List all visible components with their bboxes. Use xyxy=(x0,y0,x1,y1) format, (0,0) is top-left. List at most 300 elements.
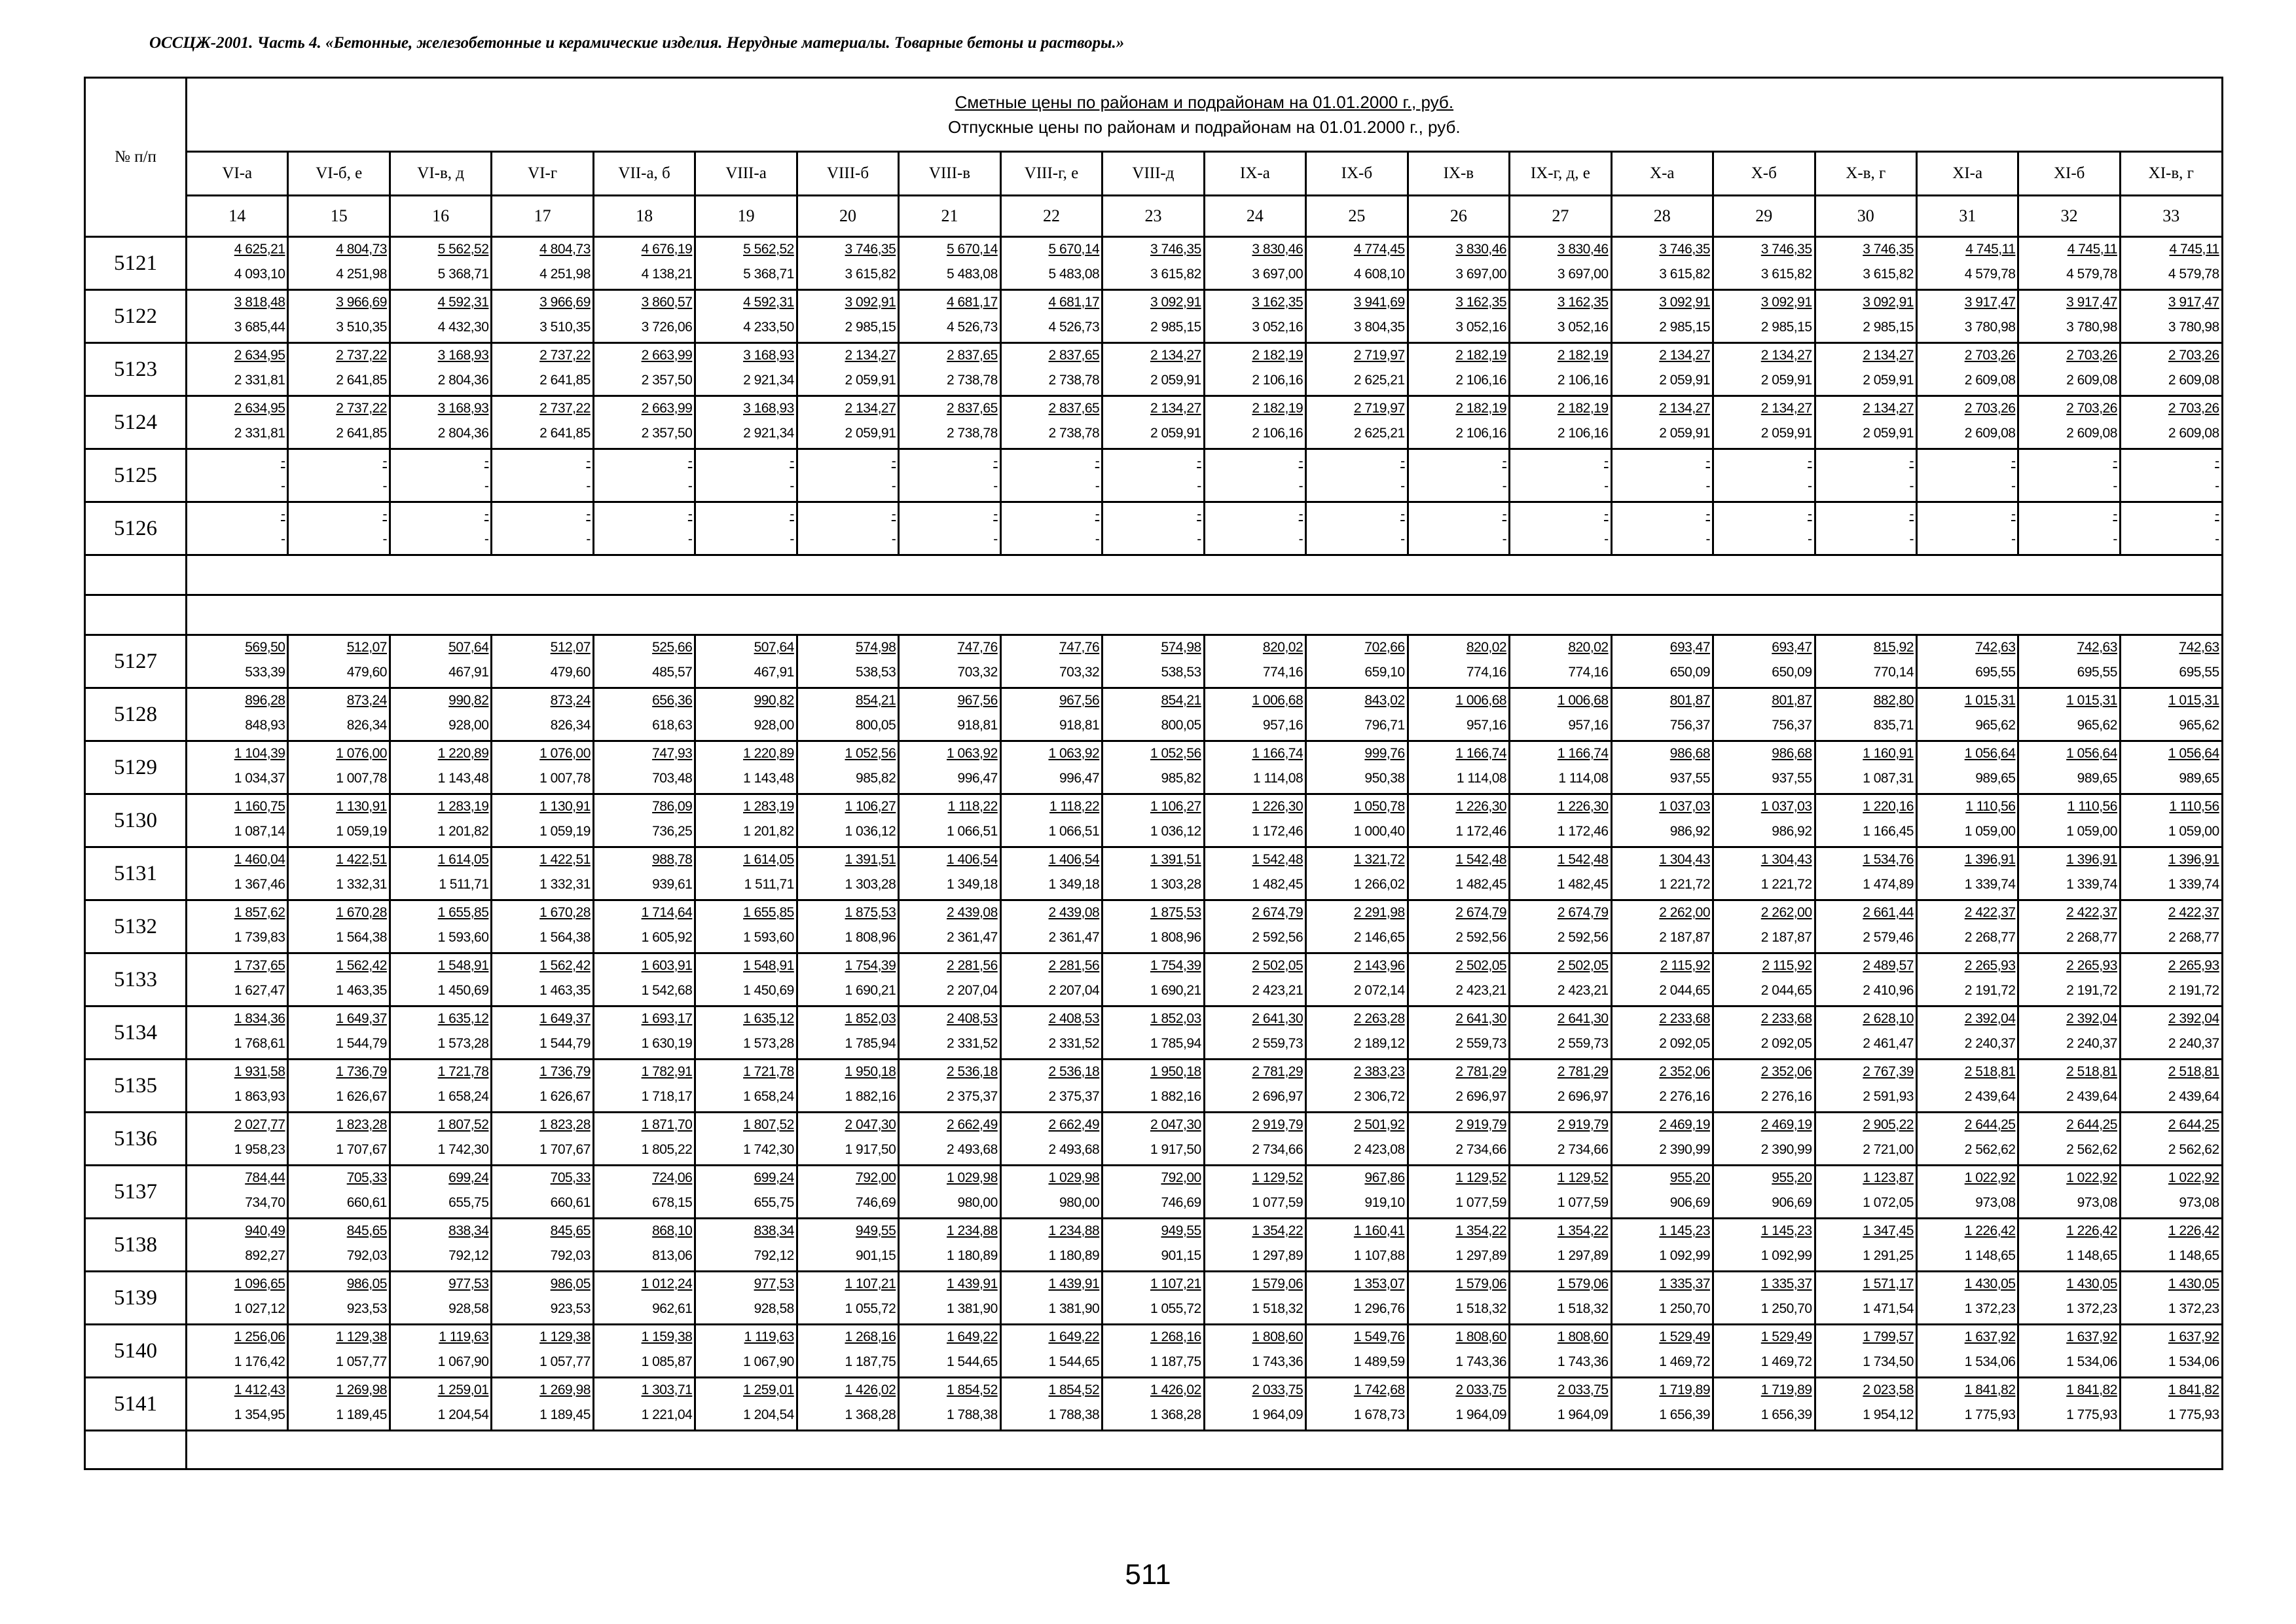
release-price: 2 240,37 xyxy=(1964,1036,2016,1051)
estimated-price: 1 063,92 xyxy=(1048,746,1100,761)
release-price: 2 059,91 xyxy=(1863,373,1914,388)
release-price: - xyxy=(2113,479,2117,494)
price-cell xyxy=(390,1325,491,1378)
release-price: 1 007,78 xyxy=(336,771,387,786)
estimated-price: 2 837,65 xyxy=(1048,401,1100,416)
estimated-price: 2 674,79 xyxy=(1455,905,1507,920)
price-cell xyxy=(492,794,593,847)
estimated-price: 1 129,52 xyxy=(1557,1170,1609,1185)
release-price: 678,15 xyxy=(652,1195,693,1210)
price-cell xyxy=(695,449,797,502)
estimated-price: 2 644,25 xyxy=(2168,1117,2219,1132)
price-cell xyxy=(1611,1378,1713,1431)
estimated-price: 986,68 xyxy=(1669,746,1711,761)
release-price: 1 055,72 xyxy=(845,1301,896,1316)
price-cell xyxy=(899,1219,1000,1272)
estimated-price: 4 592,31 xyxy=(437,295,489,310)
price-cell xyxy=(1611,1219,1713,1272)
release-price: 2 423,21 xyxy=(1252,983,1303,998)
price-cell xyxy=(899,1113,1000,1166)
estimated-price: 1 037,03 xyxy=(1659,799,1711,814)
release-price: 1 057,77 xyxy=(336,1354,387,1369)
estimated-price: - xyxy=(1909,507,1914,522)
release-price: 1 954,12 xyxy=(1863,1407,1914,1422)
price-cell xyxy=(1815,1006,1916,1060)
estimated-price: 1 096,65 xyxy=(234,1276,285,1291)
estimated-price: 3 168,93 xyxy=(743,401,794,416)
release-price: - xyxy=(993,479,998,494)
price-cell xyxy=(1510,688,1611,741)
column-number: 21 xyxy=(899,196,1000,237)
release-price: - xyxy=(280,479,285,494)
release-price: 2 734,66 xyxy=(1455,1142,1507,1157)
release-price: 796,71 xyxy=(1364,718,1405,733)
estimated-price: - xyxy=(1095,454,1100,469)
price-cell xyxy=(695,794,797,847)
estimated-price: - xyxy=(2215,507,2219,522)
table-row xyxy=(85,635,2223,688)
release-price: 2 059,91 xyxy=(1659,373,1711,388)
estimated-price: 2 469,19 xyxy=(1760,1117,1812,1132)
release-price: 2 059,91 xyxy=(1760,373,1812,388)
estimated-price: 1 076,00 xyxy=(336,746,387,761)
estimated-price: 1 226,30 xyxy=(1455,799,1507,814)
estimated-price: 507,64 xyxy=(754,640,794,655)
release-price: 1 788,38 xyxy=(1048,1407,1100,1422)
estimated-price: 2 644,25 xyxy=(2066,1117,2117,1132)
release-price: 2 106,16 xyxy=(1557,373,1609,388)
estimated-price: 1 614,05 xyxy=(743,852,794,867)
release-price: 5 368,71 xyxy=(437,267,489,282)
price-cell xyxy=(2120,1166,2222,1219)
release-price: 2 423,08 xyxy=(1353,1142,1405,1157)
release-price: 1 734,50 xyxy=(1863,1354,1914,1369)
estimated-price: - xyxy=(280,454,285,469)
price-cell xyxy=(593,1272,695,1325)
release-price: 479,60 xyxy=(550,665,591,680)
release-price: 1 917,50 xyxy=(845,1142,896,1157)
release-price: 2 092,05 xyxy=(1760,1036,1812,1051)
price-cell xyxy=(1204,635,1305,688)
price-cell xyxy=(492,900,593,953)
price-cell xyxy=(1408,1113,1509,1166)
price-cell xyxy=(1815,1113,1916,1166)
price-cell xyxy=(1611,1060,1713,1113)
release-price: 957,16 xyxy=(1568,718,1609,733)
price-cell xyxy=(1102,1272,1204,1325)
release-price: 1 172,46 xyxy=(1252,824,1303,839)
price-cell xyxy=(1815,502,1916,555)
estimated-price: 1 110,56 xyxy=(2067,799,2117,814)
release-price: 2 357,50 xyxy=(641,426,693,441)
row-number: 5141 xyxy=(85,1378,187,1431)
release-price: 2 641,85 xyxy=(539,426,591,441)
region-header: X-а xyxy=(1611,152,1713,196)
estimated-price: 1 782,91 xyxy=(641,1064,693,1079)
price-cell xyxy=(899,635,1000,688)
release-price: 2 189,12 xyxy=(1353,1036,1405,1051)
estimated-price: 3 917,47 xyxy=(1964,295,2016,310)
price-cell xyxy=(1000,1006,1102,1060)
estimated-price: 1 834,36 xyxy=(234,1011,285,1026)
price-cell xyxy=(390,1060,491,1113)
estimated-price: 1 854,52 xyxy=(947,1382,998,1397)
row-number: 5125 xyxy=(85,449,187,502)
release-price: 1 518,32 xyxy=(1455,1301,1507,1316)
price-cell xyxy=(1000,688,1102,741)
release-price: 655,75 xyxy=(754,1195,794,1210)
price-cell xyxy=(492,449,593,502)
release-price: 923,53 xyxy=(346,1301,387,1316)
price-cell xyxy=(187,1219,288,1272)
price-cell xyxy=(899,1325,1000,1378)
price-cell xyxy=(187,1325,288,1378)
estimated-price: - xyxy=(1400,507,1405,522)
estimated-price: 574,98 xyxy=(1161,640,1201,655)
column-number: 18 xyxy=(593,196,695,237)
release-price: 989,65 xyxy=(2077,771,2117,786)
price-cell xyxy=(1916,635,2018,688)
estimated-price: 702,66 xyxy=(1364,640,1405,655)
estimated-price: 1 391,51 xyxy=(1150,852,1201,867)
estimated-price: 873,24 xyxy=(550,693,591,708)
price-cell xyxy=(1306,290,1408,343)
release-price: 2 559,73 xyxy=(1455,1036,1507,1051)
estimated-price: 1 256,06 xyxy=(234,1329,285,1344)
release-price: 1 690,21 xyxy=(845,983,896,998)
estimated-price: 4 625,21 xyxy=(234,242,285,257)
price-cell xyxy=(1510,847,1611,900)
estimated-price: - xyxy=(280,507,285,522)
price-cell xyxy=(593,290,695,343)
estimated-price: 1 037,03 xyxy=(1760,799,1812,814)
estimated-price: 2 182,19 xyxy=(1455,401,1507,416)
price-cell xyxy=(187,396,288,449)
price-cell xyxy=(1408,1060,1509,1113)
price-cell xyxy=(288,502,390,555)
release-price: 3 780,98 xyxy=(2168,320,2219,335)
price-cell xyxy=(2120,1272,2222,1325)
estimated-price: 1 006,68 xyxy=(1455,693,1507,708)
release-price: 1 072,05 xyxy=(1863,1195,1914,1210)
release-price: 774,16 xyxy=(1262,665,1303,680)
estimated-price: 854,21 xyxy=(1161,693,1201,708)
price-cell xyxy=(187,1272,288,1325)
release-price: 1 743,36 xyxy=(1557,1354,1609,1369)
release-price: 1 489,59 xyxy=(1353,1354,1405,1369)
price-cell xyxy=(593,237,695,290)
release-price: 2 439,64 xyxy=(2168,1089,2219,1104)
estimated-price: 801,87 xyxy=(1772,693,1812,708)
price-cell xyxy=(1204,1113,1305,1166)
price-cell xyxy=(1204,847,1305,900)
estimated-price: 792,00 xyxy=(856,1170,896,1185)
estimated-price: 1 166,74 xyxy=(1455,746,1507,761)
release-price: 1 564,38 xyxy=(336,930,387,945)
estimated-price: 1 670,28 xyxy=(336,905,387,920)
estimated-price: 2 502,05 xyxy=(1252,958,1303,973)
price-cell xyxy=(695,1113,797,1166)
price-table xyxy=(84,77,2223,1470)
estimated-price: 1 422,51 xyxy=(539,852,591,867)
estimated-price: 1 439,91 xyxy=(947,1276,998,1291)
release-price: - xyxy=(1298,479,1303,494)
release-price: 1 059,19 xyxy=(539,824,591,839)
price-cell xyxy=(1510,1219,1611,1272)
release-price: 756,37 xyxy=(1669,718,1711,733)
estimated-price: 2 408,53 xyxy=(1048,1011,1100,1026)
release-price: 918,81 xyxy=(957,718,998,733)
release-price: 2 059,91 xyxy=(1760,426,1812,441)
estimated-price: 1 160,41 xyxy=(1353,1223,1405,1238)
release-price: 2 390,99 xyxy=(1659,1142,1711,1157)
release-price: 659,10 xyxy=(1364,665,1405,680)
estimated-price: 1 107,21 xyxy=(1150,1276,1201,1291)
estimated-price: 699,24 xyxy=(448,1170,489,1185)
estimated-price: 4 774,45 xyxy=(1353,242,1405,257)
release-price: 4 526,73 xyxy=(1048,320,1100,335)
estimated-price: 1 347,45 xyxy=(1863,1223,1914,1238)
release-price: 2 696,97 xyxy=(1455,1089,1507,1104)
price-cell xyxy=(492,1166,593,1219)
release-price: 2 187,87 xyxy=(1659,930,1711,945)
price-cell xyxy=(187,741,288,794)
estimated-price: 1 029,98 xyxy=(947,1170,998,1185)
estimated-price: 1 742,68 xyxy=(1353,1382,1405,1397)
estimated-price: 2 737,22 xyxy=(539,348,591,363)
estimated-price: - xyxy=(891,507,896,522)
estimated-price: 2 703,26 xyxy=(1964,401,2016,416)
price-cell xyxy=(492,502,593,555)
release-price: - xyxy=(1502,532,1507,547)
release-price: 734,70 xyxy=(245,1195,285,1210)
price-cell xyxy=(1408,794,1509,847)
price-cell xyxy=(1102,847,1204,900)
price-cell xyxy=(1102,1113,1204,1166)
table-row xyxy=(85,1272,2223,1325)
estimated-price: 2 291,98 xyxy=(1353,905,1405,920)
release-price: 1 066,51 xyxy=(947,824,998,839)
price-cell xyxy=(2018,449,2120,502)
release-price: - xyxy=(1400,479,1405,494)
price-cell xyxy=(2120,1219,2222,1272)
release-price: 1 332,31 xyxy=(336,877,387,892)
price-cell xyxy=(1510,794,1611,847)
price-cell xyxy=(2120,900,2222,953)
table-row xyxy=(85,1378,2223,1431)
release-price: 1 201,82 xyxy=(743,824,794,839)
price-cell xyxy=(1306,847,1408,900)
release-price: 4 432,30 xyxy=(437,320,489,335)
price-cell xyxy=(797,847,898,900)
estimated-price: 1 808,60 xyxy=(1455,1329,1507,1344)
release-price: 3 726,06 xyxy=(641,320,693,335)
release-price: 2 439,64 xyxy=(1964,1089,2016,1104)
release-price: - xyxy=(891,479,896,494)
release-price: 980,00 xyxy=(1059,1195,1100,1210)
price-cell xyxy=(1102,1378,1204,1431)
price-cell xyxy=(2120,449,2222,502)
column-number: 26 xyxy=(1408,196,1509,237)
price-cell xyxy=(492,343,593,396)
release-price: 2 191,72 xyxy=(1964,983,2016,998)
release-price: 1 189,45 xyxy=(539,1407,591,1422)
release-price: - xyxy=(790,479,794,494)
estimated-price: - xyxy=(1604,507,1609,522)
price-cell xyxy=(1713,290,1815,343)
price-cell xyxy=(1510,1325,1611,1378)
price-cell xyxy=(2120,688,2222,741)
region-header: X-в, г xyxy=(1815,152,1916,196)
release-price: - xyxy=(1808,479,1812,494)
price-cell xyxy=(390,794,491,847)
estimated-price: 815,92 xyxy=(1873,640,1914,655)
price-cell xyxy=(1510,635,1611,688)
estimated-price: 1 269,98 xyxy=(336,1382,387,1397)
estimated-price: 1 426,02 xyxy=(845,1382,896,1397)
estimated-price: 2 422,37 xyxy=(1964,905,2016,920)
row-number: 5129 xyxy=(85,741,187,794)
price-cell xyxy=(593,741,695,794)
price-cell xyxy=(695,237,797,290)
price-cell xyxy=(1000,1060,1102,1113)
price-cell xyxy=(1408,396,1509,449)
estimated-price: 2 182,19 xyxy=(1557,348,1609,363)
estimated-price: 3 830,46 xyxy=(1455,242,1507,257)
release-price: - xyxy=(1197,479,1201,494)
price-cell xyxy=(1102,741,1204,794)
price-cell xyxy=(492,1006,593,1060)
estimated-price: 2 115,92 xyxy=(1660,958,1711,973)
estimated-price: - xyxy=(993,454,998,469)
table-row xyxy=(85,343,2223,396)
price-cell xyxy=(1204,290,1305,343)
estimated-price: 5 562,52 xyxy=(437,242,489,257)
price-cell xyxy=(1611,449,1713,502)
price-cell xyxy=(1204,449,1305,502)
region-header: IX-б xyxy=(1306,152,1408,196)
estimated-price: 896,28 xyxy=(245,693,285,708)
release-price: 2 562,62 xyxy=(2066,1142,2117,1157)
release-price: - xyxy=(382,532,387,547)
region-header: VI-в, д xyxy=(390,152,491,196)
estimated-price: 3 162,35 xyxy=(1252,295,1303,310)
estimated-price: 1 603,91 xyxy=(641,958,693,973)
table-row xyxy=(85,290,2223,343)
estimated-price: 2 134,27 xyxy=(1863,348,1914,363)
price-cell xyxy=(1000,502,1102,555)
release-price: 1 627,47 xyxy=(234,983,285,998)
price-cell xyxy=(1000,1272,1102,1325)
estimated-price: 1 562,42 xyxy=(539,958,591,973)
estimated-price: 724,06 xyxy=(652,1170,693,1185)
price-cell xyxy=(1510,741,1611,794)
release-price: 2 410,96 xyxy=(1863,983,1914,998)
release-price: 1 743,36 xyxy=(1252,1354,1303,1369)
price-cell xyxy=(1611,237,1713,290)
release-price: 2 331,52 xyxy=(947,1036,998,1051)
price-cell xyxy=(187,794,288,847)
column-number: 31 xyxy=(1916,196,2018,237)
price-cell xyxy=(2120,1325,2222,1378)
estimated-price: 1 022,92 xyxy=(2168,1170,2219,1185)
release-price: 1 742,30 xyxy=(743,1142,794,1157)
price-cell xyxy=(1713,502,1815,555)
price-cell xyxy=(1204,688,1305,741)
release-price: 3 697,00 xyxy=(1455,267,1507,282)
release-price: 1 221,72 xyxy=(1659,877,1711,892)
price-cell xyxy=(1204,237,1305,290)
estimated-price: 1 460,04 xyxy=(234,852,285,867)
header-row-title xyxy=(85,78,2223,152)
estimated-price: 1 649,37 xyxy=(539,1011,591,1026)
price-cell xyxy=(899,953,1000,1006)
table-row xyxy=(85,900,2223,953)
estimated-price: 4 804,73 xyxy=(336,242,387,257)
estimated-price: 1 548,91 xyxy=(437,958,489,973)
release-price: 1 372,23 xyxy=(2066,1301,2117,1316)
release-price: 1 964,09 xyxy=(1557,1407,1609,1422)
price-cell xyxy=(1204,741,1305,794)
price-cell xyxy=(1713,237,1815,290)
price-cell xyxy=(1000,290,1102,343)
release-price: 2 562,62 xyxy=(2168,1142,2219,1157)
estimated-price: - xyxy=(1808,507,1812,522)
release-price: 2 734,66 xyxy=(1557,1142,1609,1157)
region-header: VIII-б xyxy=(797,152,898,196)
price-cell xyxy=(390,290,491,343)
estimated-price: 1 123,87 xyxy=(1863,1170,1914,1185)
estimated-price: 2 439,08 xyxy=(947,905,998,920)
release-price: - xyxy=(993,532,998,547)
price-cell xyxy=(1916,1113,2018,1166)
price-cell xyxy=(593,635,695,688)
release-price: 2 641,85 xyxy=(336,426,387,441)
price-cell xyxy=(492,953,593,1006)
price-cell xyxy=(593,900,695,953)
estimated-price: 1 354,22 xyxy=(1455,1223,1507,1238)
price-cell xyxy=(695,741,797,794)
release-price: 1 463,35 xyxy=(336,983,387,998)
release-price: 2 738,78 xyxy=(947,373,998,388)
price-cell xyxy=(2120,396,2222,449)
release-price: 538,53 xyxy=(1161,665,1201,680)
row-number: 5137 xyxy=(85,1166,187,1219)
release-price: - xyxy=(1909,479,1914,494)
region-header: VIII-в xyxy=(899,152,1000,196)
price-cell xyxy=(899,1272,1000,1325)
price-cell xyxy=(1815,1325,1916,1378)
release-price: 1 964,09 xyxy=(1252,1407,1303,1422)
estimated-price: 820,02 xyxy=(1466,640,1507,655)
estimated-price: 1 721,78 xyxy=(437,1064,489,1079)
release-price: 1 656,39 xyxy=(1760,1407,1812,1422)
price-cell xyxy=(2120,1060,2222,1113)
estimated-price: 1 422,51 xyxy=(336,852,387,867)
release-price: 2 696,97 xyxy=(1557,1089,1609,1104)
column-number: 23 xyxy=(1102,196,1204,237)
estimated-price: 986,05 xyxy=(550,1276,591,1291)
release-price: 1 564,38 xyxy=(539,930,591,945)
price-cell xyxy=(288,900,390,953)
release-price: 1 630,19 xyxy=(641,1036,693,1051)
release-price: 1 034,37 xyxy=(234,771,285,786)
price-cell xyxy=(288,343,390,396)
price-cell xyxy=(1916,847,2018,900)
estimated-price: 1 693,17 xyxy=(641,1011,693,1026)
estimated-price: 1 534,76 xyxy=(1863,852,1914,867)
estimated-price: 1 106,27 xyxy=(1150,799,1201,814)
